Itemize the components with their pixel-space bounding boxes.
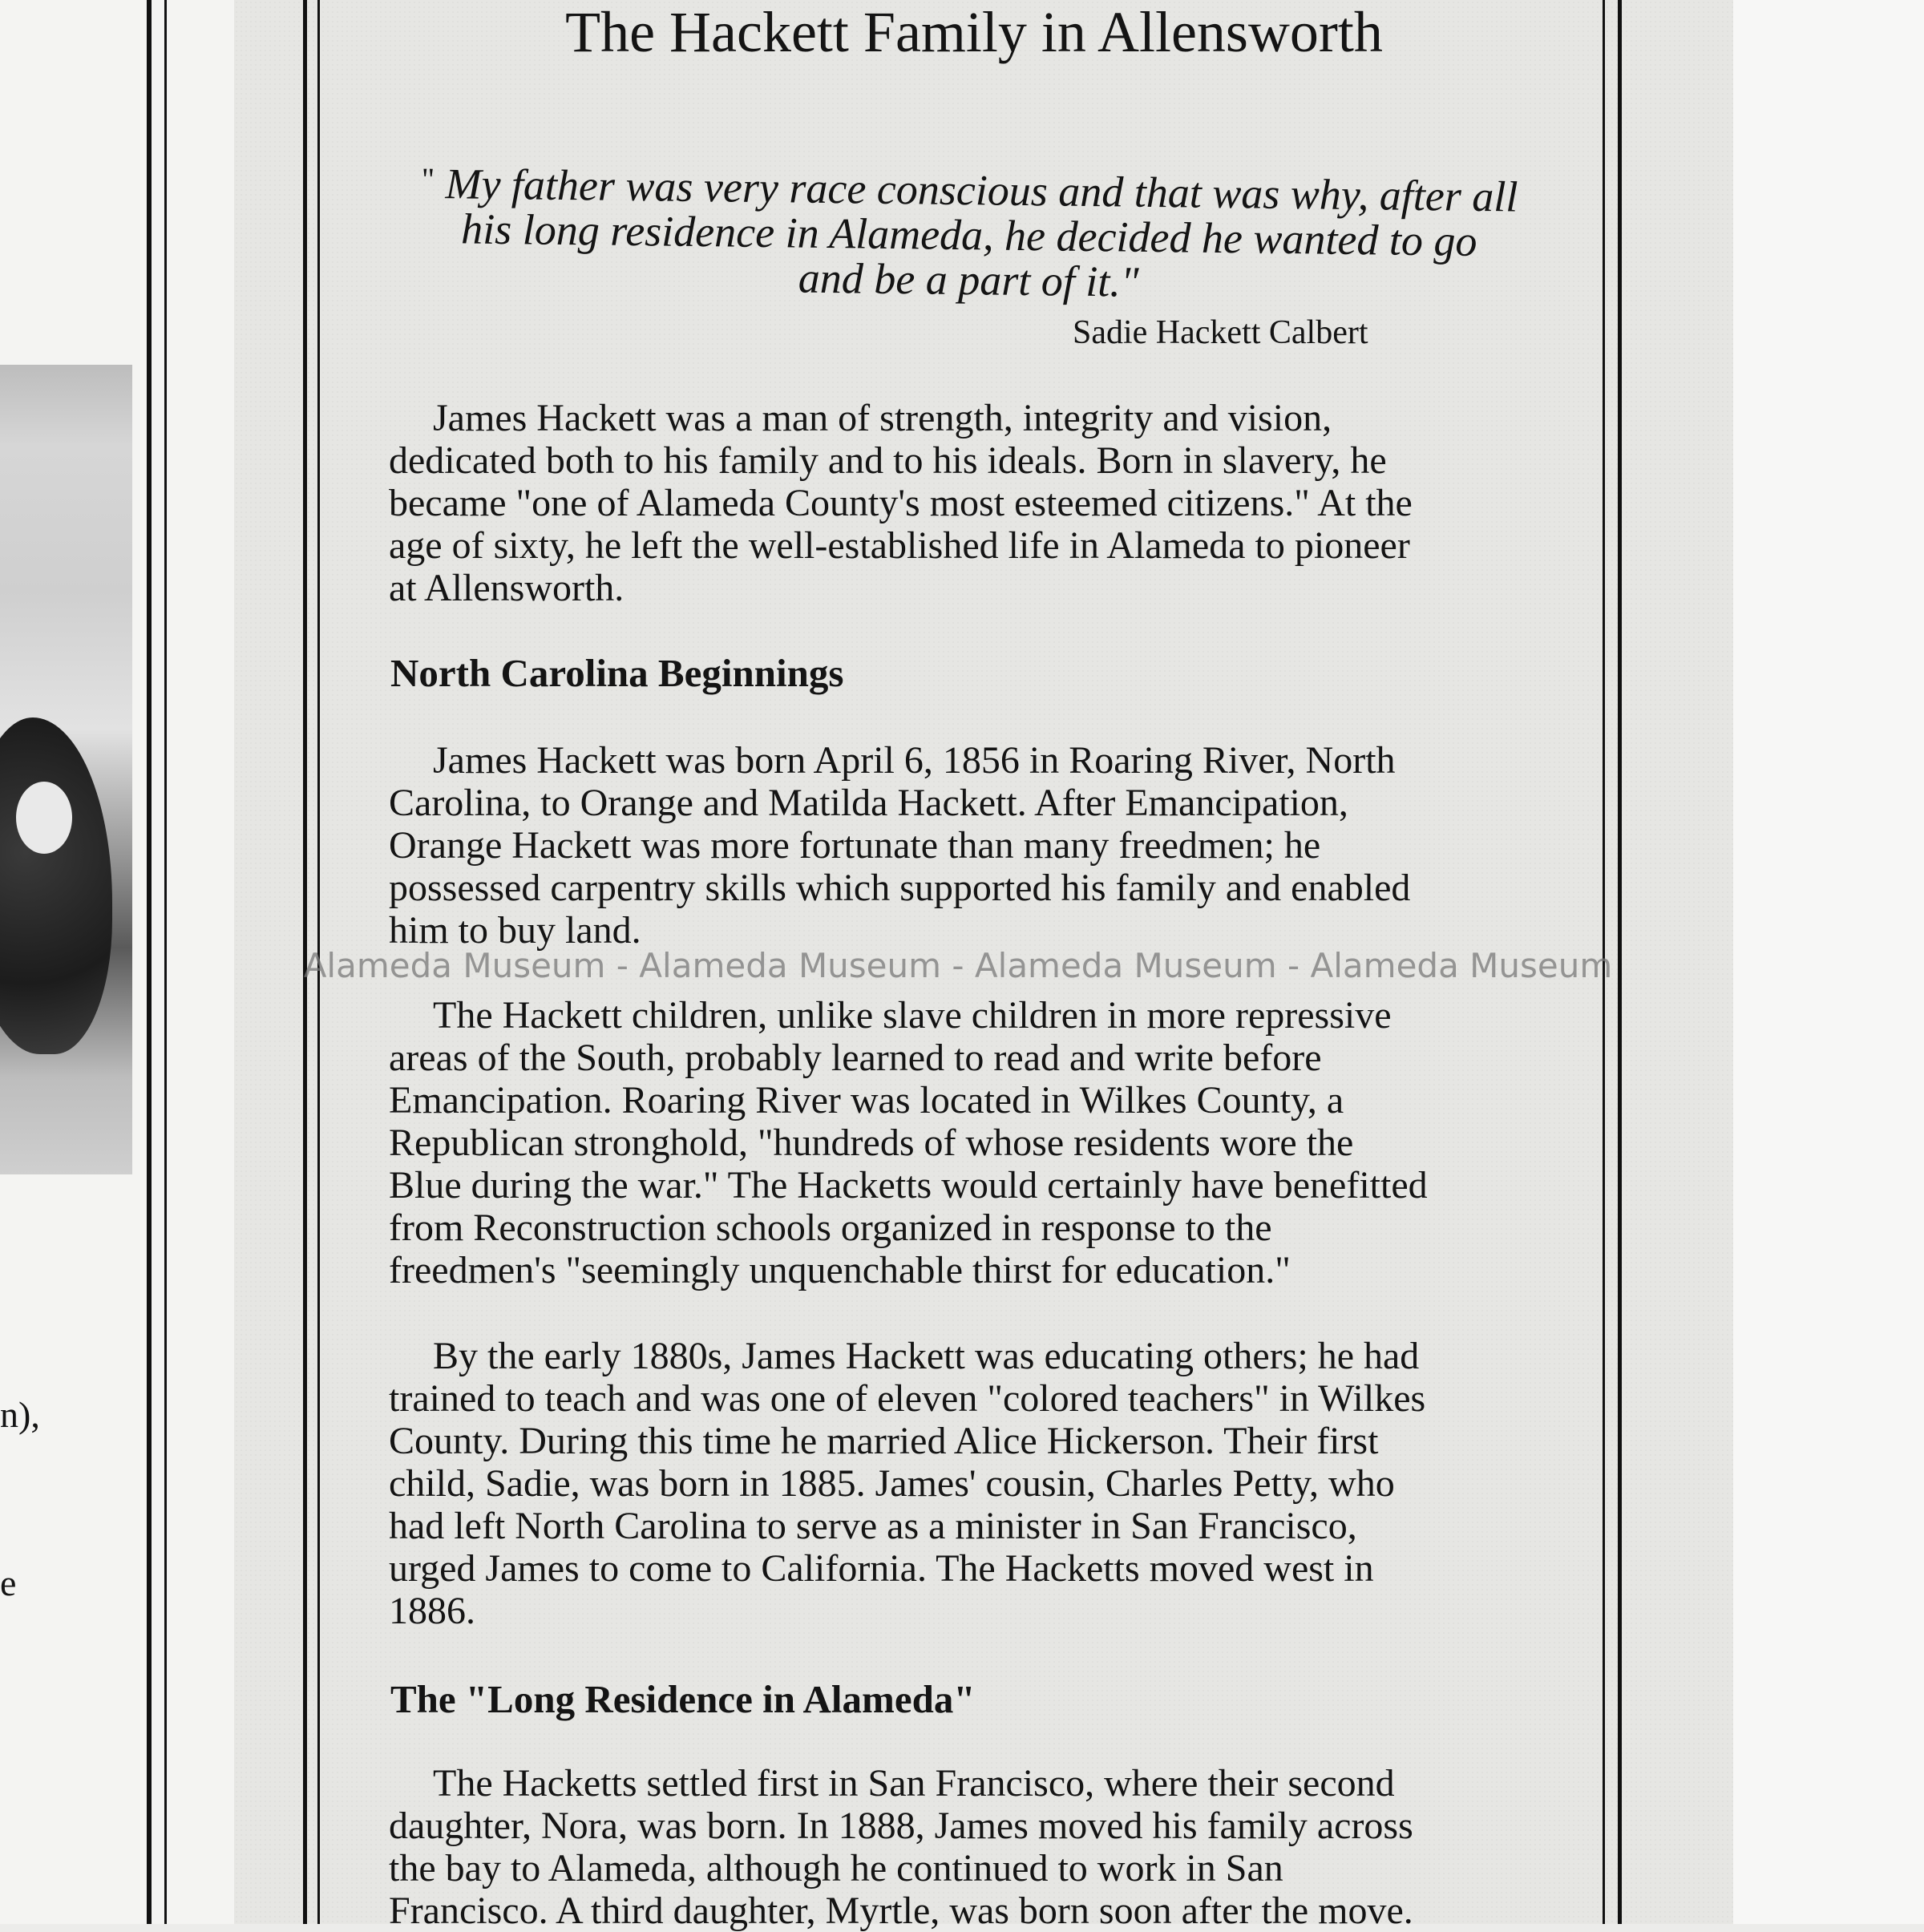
epigraph-quote <box>367 156 1571 309</box>
paragraph-children <box>389 994 1428 1291</box>
text-line: urged James to come to California. The Hacketts moved west in <box>389 1547 1374 1590</box>
right-margin-strip <box>1733 0 1924 1924</box>
left-facing-page <box>0 0 234 1924</box>
left-page-rule-outer <box>147 0 152 1924</box>
text-line: The Hackett children, unlike slave children in more repressive <box>433 994 1392 1037</box>
text-line: had left North Carolina to serve as a minister in San Francisco, <box>389 1505 1357 1547</box>
text-line: freedmen's "seemingly unquenchable thirst for education." <box>389 1249 1291 1291</box>
text-line: the bay to Alameda, although he continued to work in San <box>389 1847 1283 1890</box>
quote-line: and be a part of it." <box>798 253 1139 306</box>
quote-line-text: My father was very race conscious and that was why, after all <box>445 160 1518 221</box>
left-page-rule-inner <box>164 0 167 1924</box>
text-line: By the early 1880s, James Hackett was educating others; he had <box>433 1335 1420 1377</box>
text-line: age of sixty, he left the well-established life in Alameda to pioneer <box>389 524 1410 567</box>
text-line: daughter, Nora, was born. In 1888, James moved his family across <box>389 1805 1413 1847</box>
section-heading-alameda: The "Long Residence in Alameda" <box>390 1677 976 1721</box>
text-line: became "one of Alameda County's most esteemed citizens." At the <box>389 482 1413 524</box>
section-heading-north-carolina: North Carolina Beginnings <box>390 651 844 695</box>
text-line: County. During this time he married Alice Hickerson. Their first <box>389 1420 1379 1462</box>
photo-figure-shape <box>0 717 112 1054</box>
quote-attribution: Sadie Hackett Calbert <box>1073 314 1368 351</box>
text-line: Blue during the war." The Hacketts would certainly have benefitted <box>389 1164 1428 1206</box>
text-line: Carolina, to Orange and Matilda Hackett. After Emancipation, <box>389 782 1348 824</box>
left-page-text-fragment: e <box>0 1562 17 1603</box>
text-line: child, Sadie, was born in 1885. James' cousin, Charles Petty, who <box>389 1462 1395 1505</box>
text-line: dedicated both to his family and to his ideals. Born in slavery, he <box>389 439 1387 482</box>
paragraph-birth <box>389 739 1410 952</box>
quote-line: his long residence in Alameda, he decided he wanted to go <box>460 204 1477 265</box>
page-title: The Hackett Family in Allensworth <box>565 0 1383 64</box>
quote-open-mark: " <box>421 160 435 198</box>
paragraph-teaching <box>389 1335 1425 1632</box>
photo-highlight-shape <box>16 782 72 854</box>
text-line: him to buy land. <box>389 909 641 952</box>
text-line: areas of the South, probably learned to read and write before <box>389 1037 1322 1079</box>
paragraph-alameda <box>389 1762 1413 1932</box>
left-page-photo <box>0 365 132 1174</box>
text-line: Orange Hackett was more fortunate than many freedmen; he <box>389 824 1321 867</box>
text-line: 1886. <box>389 1590 475 1632</box>
text-line: from Reconstruction schools organized in response to the <box>389 1206 1272 1249</box>
watermark-text: Alameda Museum - Alameda Museum - Alameda Museum - Alameda Museum <box>303 946 1613 985</box>
text-line: Republican stronghold, "hundreds of whose residents wore the <box>389 1122 1354 1164</box>
text-line: The Hacketts settled first in San Francisco, where their second <box>433 1762 1395 1805</box>
text-line: possessed carpentry skills which supported his family and enabled <box>389 867 1411 909</box>
text-line: Francisco. A third daughter, Myrtle, was born soon after the move. <box>389 1890 1413 1932</box>
text-line: Emancipation. Roaring River was located in Wilkes County, a <box>389 1079 1344 1122</box>
intro-paragraph <box>389 397 1413 609</box>
text-line: trained to teach and was one of eleven "colored teachers" in Wilkes <box>389 1377 1426 1420</box>
text-line: James Hackett was a man of strength, integrity and vision, <box>433 397 1332 439</box>
text-line: James Hackett was born April 6, 1856 in Roaring River, North <box>433 739 1396 782</box>
text-line: at Allensworth. <box>389 567 624 609</box>
left-page-text-fragment: n), <box>0 1394 40 1435</box>
